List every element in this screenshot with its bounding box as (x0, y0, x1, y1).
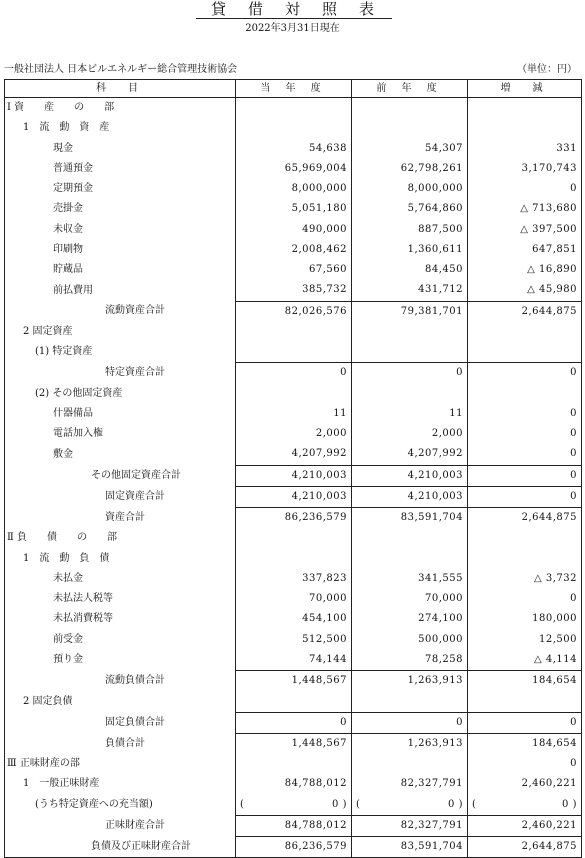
table-row (5, 630, 582, 650)
change-value-cell (468, 322, 582, 342)
change-value-cell (468, 98, 582, 119)
change-value-cell: 184,654 (468, 671, 582, 692)
change-value-cell: △ 713,680 (468, 199, 582, 219)
title-underline (196, 18, 392, 19)
change-value-cell: 647,851 (468, 240, 582, 260)
current-value-cell (236, 98, 352, 119)
table-row (5, 118, 582, 138)
row-label: 什器備品 (5, 404, 236, 424)
table-row (5, 199, 582, 219)
current-value-cell: 1,448,567 (236, 671, 352, 692)
current-value-cell (236, 342, 352, 363)
row-label: 未払消費税等 (5, 609, 236, 629)
previous-value-cell: 4,210,003 (352, 465, 468, 486)
table-header-row (5, 80, 582, 98)
previous-value-cell: 62,798,261 (352, 159, 468, 179)
current-value-cell: 11 (236, 404, 352, 424)
current-value-cell: 70,000 (236, 589, 352, 609)
current-value-cell: 54,638 (236, 139, 352, 159)
previous-value-cell (352, 342, 468, 363)
row-label: 売掛金 (5, 199, 236, 219)
row-label: 流動負債合計 (5, 671, 236, 692)
previous-value-cell: 5,764,860 (352, 199, 468, 219)
table-row (5, 424, 582, 444)
column-header-change: 増 減 (468, 80, 582, 98)
table-row (5, 528, 582, 548)
column-header-current: 当 年 度 (236, 80, 352, 98)
current-value-cell: 4,210,003 (236, 486, 352, 507)
current-value-cell: 2,008,462 (236, 240, 352, 260)
row-label: 特定資産合計 (5, 363, 236, 384)
table-row (5, 98, 582, 119)
table-row (5, 589, 582, 609)
previous-value-cell: 4,210,003 (352, 486, 468, 507)
table-row (5, 549, 582, 569)
previous-value-cell (352, 322, 468, 342)
change-value-cell: 2,460,221 (468, 774, 582, 794)
row-label: (1) 特定資産 (5, 342, 236, 363)
current-value-cell: 0 (236, 363, 352, 384)
current-value-cell (236, 549, 352, 569)
table-row (5, 301, 582, 322)
row-label: 負債合計 (5, 733, 236, 754)
row-label: 未払金 (5, 569, 236, 589)
current-value-cell: 4,210,003 (236, 465, 352, 486)
current-value-cell (236, 118, 352, 138)
paren-value: 0 ) (562, 798, 577, 810)
current-value-cell: 490,000 (236, 220, 352, 240)
current-value-cell: 5,051,180 (236, 199, 352, 219)
row-label: Ⅲ 正味財産の部 (5, 754, 236, 774)
change-value-cell: 0 (468, 486, 582, 507)
column-header-item: 科 目 (5, 80, 236, 98)
current-value-cell: 337,823 (236, 569, 352, 589)
row-label: 固定負債合計 (5, 712, 236, 733)
table-row (5, 733, 582, 754)
change-value-cell: 0 (468, 363, 582, 384)
previous-value-cell: 70,000 (352, 589, 468, 609)
current-value-cell: 385,732 (236, 280, 352, 301)
table-row (5, 404, 582, 424)
row-label: Ⅱ 負 債 の 部 (5, 528, 236, 548)
row-label: 2 固定負債 (5, 691, 236, 712)
change-value-cell: 0 (468, 712, 582, 733)
previous-value-cell: 54,307 (352, 139, 468, 159)
change-value-cell: 184,654 (468, 733, 582, 754)
previous-value-cell (352, 528, 468, 548)
previous-value-cell (352, 98, 468, 119)
row-label: その他固定資産合計 (5, 465, 236, 486)
current-value-cell: 74,144 (236, 650, 352, 671)
current-value-cell: 454,100 (236, 609, 352, 629)
change-value-cell: 0 (468, 589, 582, 609)
previous-value-cell: 82,327,791 (352, 774, 468, 794)
table-row (5, 444, 582, 465)
previous-value-cell: 341,555 (352, 569, 468, 589)
change-value-cell: △ 3,732 (468, 569, 582, 589)
table-row (5, 139, 582, 159)
current-value-cell: 8,000,000 (236, 179, 352, 199)
current-value-cell (236, 754, 352, 774)
current-value-cell: 0 (236, 712, 352, 733)
column-header-previous: 前 年 度 (352, 80, 468, 98)
previous-value-cell: 84,450 (352, 260, 468, 280)
previous-value-cell: 887,500 (352, 220, 468, 240)
change-value-cell: 0 (468, 754, 582, 774)
change-value-cell (468, 342, 582, 363)
row-label: 預り金 (5, 650, 236, 671)
previous-value-cell (352, 549, 468, 569)
table-row (5, 691, 582, 712)
current-value-cell (236, 691, 352, 712)
change-value-cell: 0 (468, 404, 582, 424)
row-label: Ⅰ 資 産 の 部 (5, 98, 236, 119)
row-label: 前払費用 (5, 280, 236, 301)
change-value-cell (468, 691, 582, 712)
row-label: 1 一般正味財産 (5, 774, 236, 794)
table-row (5, 342, 582, 363)
table-row (5, 795, 582, 816)
row-label: 負債及び正味財産合計 (5, 837, 236, 858)
table-row (5, 465, 582, 486)
row-label: 定期預金 (5, 179, 236, 199)
previous-value-cell: 8,000,000 (352, 179, 468, 199)
row-label: 未収金 (5, 220, 236, 240)
open-paren: ( (356, 798, 361, 810)
row-label: 資産合計 (5, 508, 236, 529)
table-body (5, 98, 582, 858)
change-value-cell: 0 (468, 424, 582, 444)
previous-value-cell: 11 (352, 404, 468, 424)
table-row (5, 280, 582, 301)
paren-value: 0 ) (332, 798, 347, 810)
row-label: 1 流 動 資 産 (5, 118, 236, 138)
table-row (5, 363, 582, 384)
paren-previous-cell (352, 795, 468, 816)
current-value-cell: 512,500 (236, 630, 352, 650)
table-row (5, 384, 582, 404)
row-label: 前受金 (5, 630, 236, 650)
previous-value-cell: 79,381,701 (352, 301, 468, 322)
current-value-cell (236, 384, 352, 404)
table-row (5, 569, 582, 589)
page-title: 貸借対照表 (210, 0, 396, 18)
table-row (5, 159, 582, 179)
row-label: 普通預金 (5, 159, 236, 179)
table-row (5, 837, 582, 858)
table-row (5, 754, 582, 774)
current-value: 0 (332, 798, 339, 810)
open-paren: ( (240, 798, 245, 810)
change-value-cell: 2,644,875 (468, 301, 582, 322)
change-value-cell: 331 (468, 139, 582, 159)
change-value-cell (468, 549, 582, 569)
change-value-cell: 0 (468, 465, 582, 486)
table-row (5, 508, 582, 529)
unit-label: （単位：円） (517, 64, 577, 75)
row-label: 未払法人税等 (5, 589, 236, 609)
previous-value-cell (352, 691, 468, 712)
current-value-cell: 2,000 (236, 424, 352, 444)
change-value-cell: 0 (468, 444, 582, 465)
change-value-cell: 12,500 (468, 630, 582, 650)
row-label: 現金 (5, 139, 236, 159)
table-row (5, 815, 582, 836)
table-row (5, 671, 582, 692)
previous-value-cell: 1,263,913 (352, 671, 468, 692)
change-value-cell (468, 118, 582, 138)
current-value-cell: 4,207,992 (236, 444, 352, 465)
table-row (5, 240, 582, 260)
table-row (5, 179, 582, 199)
previous-value-cell: 83,591,704 (352, 508, 468, 529)
row-label: 2 固定資産 (5, 322, 236, 342)
change-value-cell (468, 384, 582, 404)
change-value-cell: 2,644,875 (468, 837, 582, 858)
previous-value-cell: 2,000 (352, 424, 468, 444)
current-value-cell (236, 322, 352, 342)
change-value-cell: △ 16,890 (468, 260, 582, 280)
current-value-cell: 65,969,004 (236, 159, 352, 179)
change-value-cell (468, 528, 582, 548)
as-of-date: 2022年3月31日現在 (245, 23, 340, 34)
row-label: 流動資産合計 (5, 301, 236, 322)
change-value-cell: 2,460,221 (468, 815, 582, 836)
previous-value-cell (352, 754, 468, 774)
change-value-cell: 180,000 (468, 609, 582, 629)
previous-value-cell: 0 (352, 363, 468, 384)
previous-value: 0 (448, 798, 455, 810)
table-row (5, 650, 582, 671)
current-value-cell: 67,560 (236, 260, 352, 280)
previous-value-cell: 4,207,992 (352, 444, 468, 465)
row-label: 敷金 (5, 444, 236, 465)
current-value-cell: 84,788,012 (236, 774, 352, 794)
row-label: (2) その他固定資産 (5, 384, 236, 404)
table-row (5, 774, 582, 794)
current-value-cell: 82,026,576 (236, 301, 352, 322)
row-label: 1 流 動 負 債 (5, 549, 236, 569)
row-label: 電話加入権 (5, 424, 236, 444)
organization-name: 一般社団法人 日本ビルエネルギー総合管理技術協会 (4, 64, 238, 75)
current-value-cell: 1,448,567 (236, 733, 352, 754)
change-value-cell: △ 45,980 (468, 280, 582, 301)
current-value-cell (236, 528, 352, 548)
current-value-cell: 86,236,579 (236, 508, 352, 529)
table-row (5, 609, 582, 629)
change-value-cell: △ 4,114 (468, 650, 582, 671)
previous-value-cell: 83,591,704 (352, 837, 468, 858)
table-row (5, 712, 582, 733)
change-value-cell: 2,644,875 (468, 508, 582, 529)
row-label: 正味財産合計 (5, 815, 236, 836)
row-label: 印刷物 (5, 240, 236, 260)
table-row (5, 322, 582, 342)
change-value-cell: 3,170,743 (468, 159, 582, 179)
row-label: 固定資産合計 (5, 486, 236, 507)
change-value-cell: △ 397,500 (468, 220, 582, 240)
table-row (5, 486, 582, 507)
previous-value-cell: 1,360,611 (352, 240, 468, 260)
previous-value-cell: 78,258 (352, 650, 468, 671)
change-value: 0 (562, 798, 569, 810)
row-label: (うち特定資産への充当額) (5, 795, 236, 816)
previous-value-cell: 1,263,913 (352, 733, 468, 754)
balance-sheet-table (4, 79, 582, 858)
table-row (5, 220, 582, 240)
change-value-cell: 0 (468, 179, 582, 199)
previous-value-cell: 0 (352, 712, 468, 733)
paren-current-cell (236, 795, 352, 816)
previous-value-cell: 274,100 (352, 609, 468, 629)
previous-value-cell: 500,000 (352, 630, 468, 650)
current-value-cell: 86,236,579 (236, 837, 352, 858)
table-row (5, 260, 582, 280)
paren-value: 0 ) (448, 798, 463, 810)
current-value-cell: 84,788,012 (236, 815, 352, 836)
previous-value-cell (352, 118, 468, 138)
open-paren: ( (472, 798, 477, 810)
previous-value-cell (352, 384, 468, 404)
paren-change-cell (468, 795, 582, 816)
previous-value-cell: 431,712 (352, 280, 468, 301)
row-label: 貯蔵品 (5, 260, 236, 280)
previous-value-cell: 82,327,791 (352, 815, 468, 836)
